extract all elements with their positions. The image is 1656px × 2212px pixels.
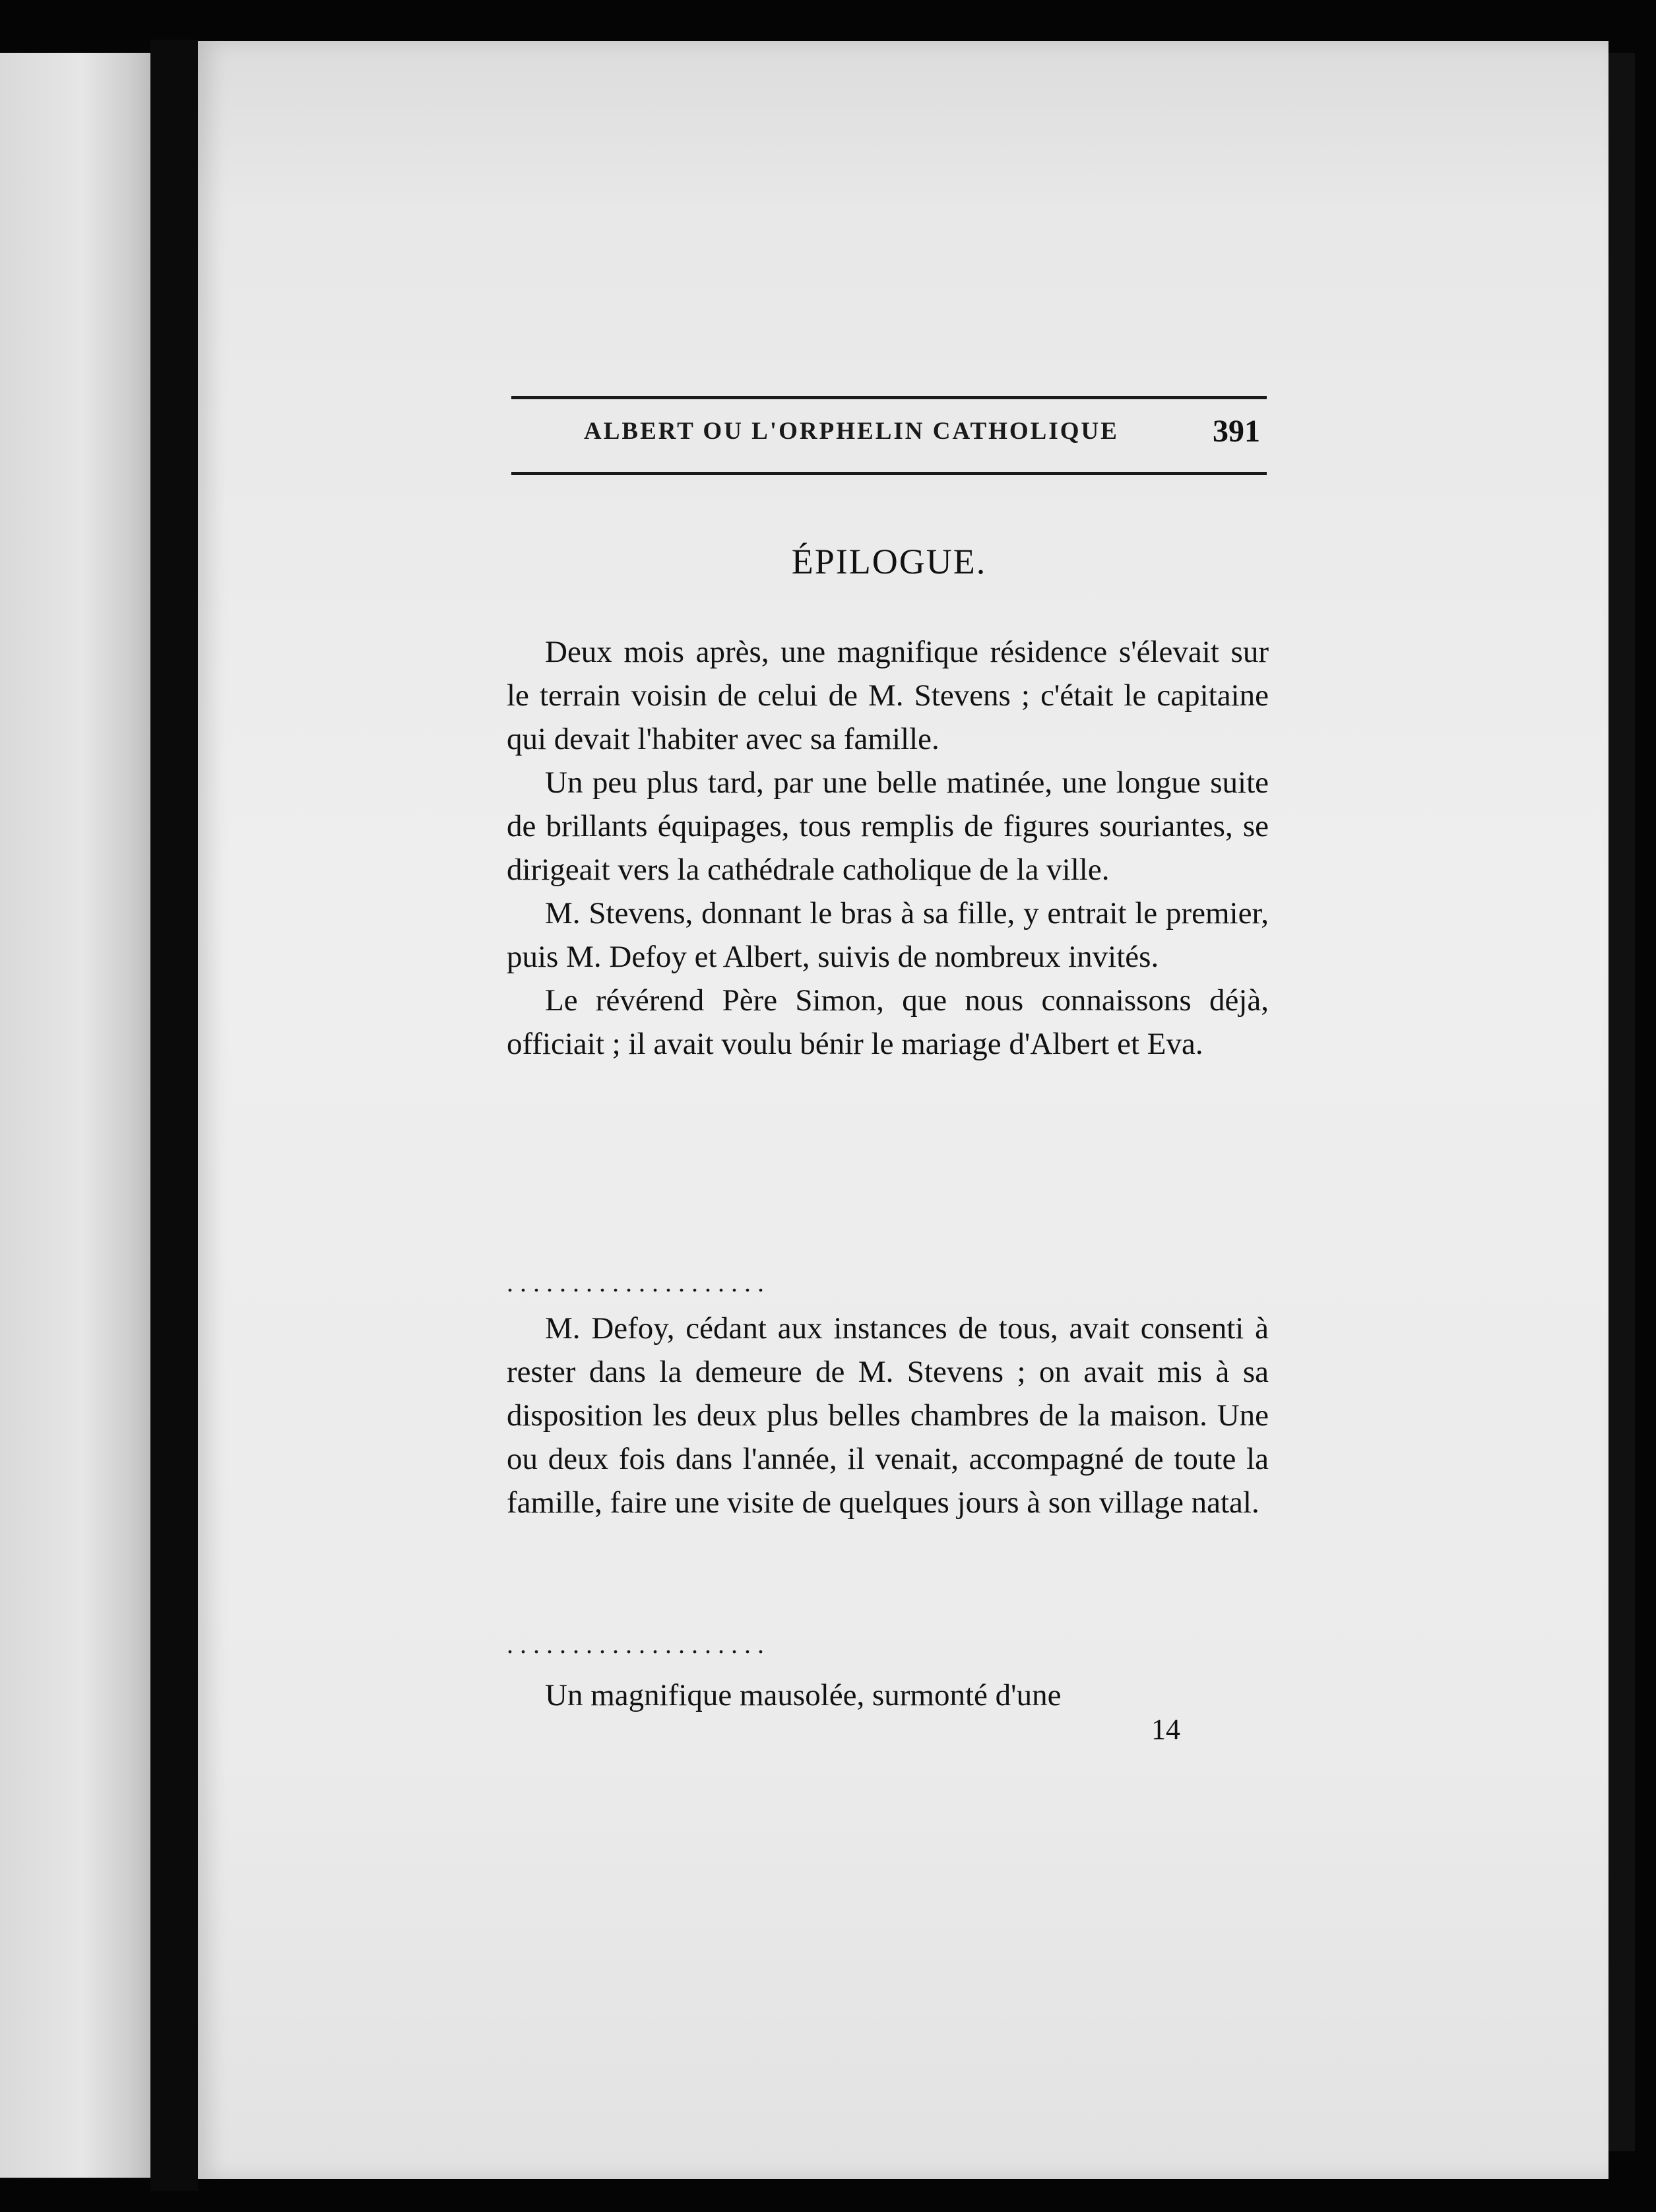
defoy-paragraph-block — [507, 1307, 1269, 1524]
printer-signature-mark: 14 — [1151, 1713, 1180, 1745]
book-gutter — [150, 40, 198, 2191]
paragraph-3: M. Stevens, donnant le bras à sa fille, y entrait le premier, puis M. Defoy et Albert, suivis de nombreux invités. — [507, 896, 1269, 974]
paragraph-4: Le révérend Père Simon, que nous connaissons déjà, officiait ; il avait voulu bénir le mariage d'Albert et Eva. — [507, 983, 1269, 1061]
header-rule-top — [511, 396, 1267, 399]
chapter-heading: ÉPILOGUE. — [791, 542, 987, 581]
final-line-block — [507, 1674, 1269, 1717]
epilogue-opening-paragraphs — [507, 630, 1269, 1066]
paragraph-1: Deux mois après, une magnifique résidence s'élevait sur le terrain voisin de celui de M. Stevens ; c'était le capitaine qui devait l'habiter avec sa famille. — [507, 635, 1269, 756]
section-break-dots-1: . . . . . . . . . . . . . . . . . . . . — [507, 1268, 764, 1297]
right-page — [198, 41, 1608, 2179]
final-line: Un magnifique mausolée, surmonté d'une — [545, 1678, 1062, 1712]
right-page-edge-shadow — [1608, 53, 1635, 2151]
section-break-dots-2: . . . . . . . . . . . . . . . . . . . . — [507, 1629, 764, 1659]
paragraph-2: Un peu plus tard, par une belle matinée, une longue suite de brillants équipages, tous remplis de figures souriantes, se dirigeait vers la cathédrale catholique de la ville. — [507, 765, 1269, 887]
left-page-edge — [0, 53, 150, 2178]
header-rule-bottom — [511, 472, 1267, 475]
running-head: ALBERT OU L'ORPHELIN CATHOLIQUE — [584, 418, 1119, 445]
page-number: 391 — [1213, 414, 1260, 449]
paragraph-5: M. Defoy, cédant aux instances de tous, avait consenti à rester dans la demeure de M. Stevens ; on avait mis à sa disposition les deux plus belles chambres de la maison. Une ou deux fois dans l'année, il venait, accompagné de toute la famille, faire une visite de quelques jours à son village natal. — [507, 1311, 1269, 1520]
